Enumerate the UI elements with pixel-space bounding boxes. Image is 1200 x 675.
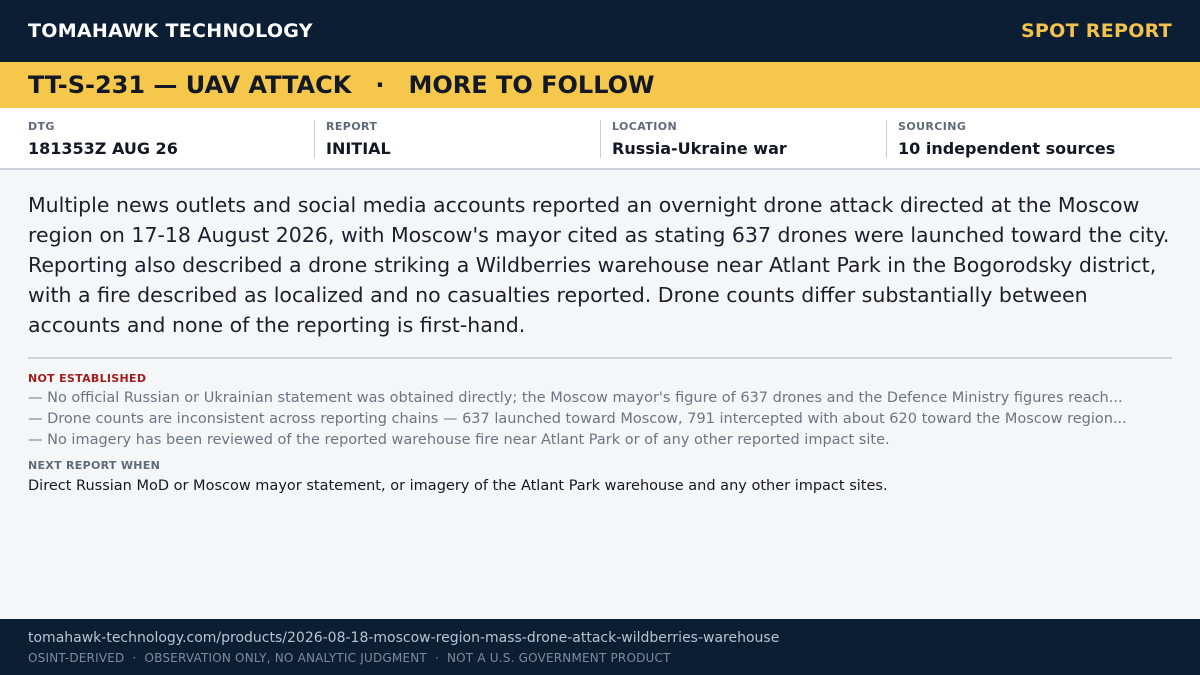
meta-value: Russia-Ukraine war	[612, 139, 787, 158]
meta-label: DTG	[28, 120, 55, 133]
footer-disclaimer	[28, 651, 1172, 666]
disclaimer-separator: ·	[132, 651, 137, 665]
meta-sourcing	[886, 120, 1172, 158]
source-url[interactable]: tomahawk-technology.com/products/2026-08-18-moscow-region-mass-drone-attack-wildberries-warehouse	[28, 630, 780, 646]
report-status: MORE TO FOLLOW	[408, 71, 655, 99]
meta-report	[314, 120, 600, 158]
next-report-label: NEXT REPORT WHEN	[28, 459, 161, 472]
meta-label: SOURCING	[898, 120, 967, 133]
meta-location	[600, 120, 886, 158]
meta-value: 10 independent sources	[898, 139, 1116, 158]
not-established-list	[28, 388, 1172, 451]
section-divider	[28, 357, 1172, 359]
meta-label: LOCATION	[612, 120, 678, 133]
disclaimer-item: NOT A U.S. GOVERNMENT PRODUCT	[446, 651, 671, 665]
list-item: — No imagery has been reviewed of the reported warehouse fire near Atlant Park or of any other reported impact site.	[28, 432, 890, 448]
footer-bar	[0, 619, 1200, 675]
title-separator: ·	[375, 71, 385, 99]
list-item: — No official Russian or Ukrainian statement was obtained directly; the Moscow mayor's figure of 637 drones and the Defence Ministry figures reach...	[28, 390, 1123, 406]
not-established-label: NOT ESTABLISHED	[28, 372, 147, 385]
next-report-text: Direct Russian MoD or Moscow mayor statement, or imagery of the Atlant Park warehouse and any other impact sites.	[28, 478, 888, 494]
disclaimer-separator: ·	[434, 651, 439, 665]
report-type-label: SPOT REPORT	[1020, 20, 1172, 42]
brand-name: TOMAHAWK TECHNOLOGY	[28, 20, 313, 42]
report-title-banner	[0, 62, 1200, 108]
report-summary: Multiple news outlets and social media accounts reported an overnight drone attack directed at the Moscow region on 17-18 August 2026, with Moscow's mayor cited as stating 637 drones were launched toward the city. Reporting also described a drone striking a Wildberries warehouse near Atlant Park in the Bogorodsky district, with a fire described as localized and no casualties reported. Drone counts differ substantially between accounts and none of the reporting is first-hand.	[28, 193, 1170, 337]
disclaimer-item: OSINT-DERIVED	[28, 651, 125, 665]
meta-dtg	[28, 120, 314, 158]
meta-label: REPORT	[326, 120, 378, 133]
header-bar	[0, 0, 1200, 62]
meta-value: INITIAL	[326, 139, 391, 158]
list-item: — Drone counts are inconsistent across reporting chains — 637 launched toward Moscow, 791 intercepted with about 620 toward the Moscow region...	[28, 411, 1127, 427]
meta-value: 181353Z AUG 26	[28, 139, 178, 158]
disclaimer-item: OBSERVATION ONLY, NO ANALYTIC JUDGMENT	[144, 651, 427, 665]
report-metadata	[0, 108, 1200, 170]
report-title: TT-S-231 — UAV ATTACK	[28, 71, 352, 99]
